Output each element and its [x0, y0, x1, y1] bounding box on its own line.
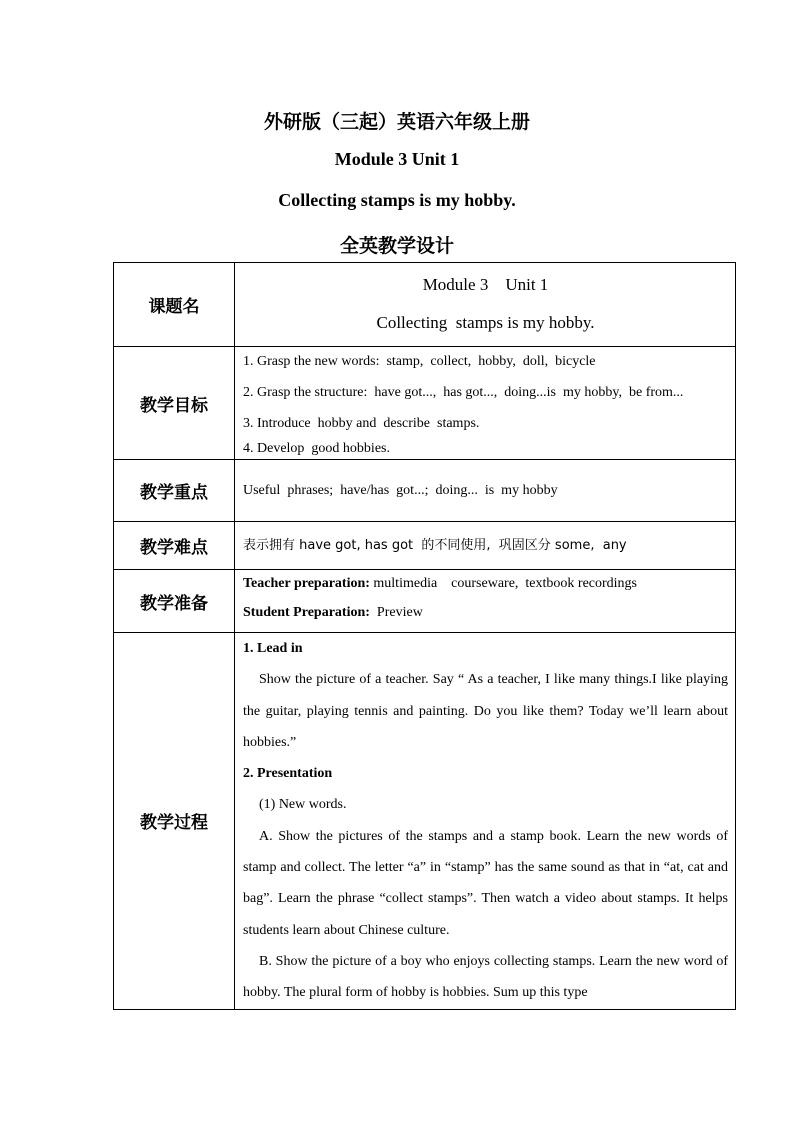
teacher-preparation	[243, 576, 728, 592]
key-points-text: Useful phrases; have/has got...; doing... is my hobby	[243, 482, 558, 498]
presentation-heading: 2. Presentation	[243, 766, 333, 782]
objective-item: 2. Grasp the structure: have got..., has got..., doing...is my hobby, be from...	[243, 385, 684, 400]
topic-row	[114, 263, 736, 347]
topic-line2: Collecting stamps is my hobby.	[376, 313, 595, 332]
preparation-row	[114, 570, 736, 633]
key-points-content	[235, 460, 736, 522]
lesson-title-heading: Collecting stamps is my hobby.	[278, 190, 516, 210]
design-type-heading: 全英教学设计	[339, 235, 454, 257]
student-preparation-text: Preview	[369, 605, 423, 620]
topic-label: 课题名	[114, 263, 235, 347]
topic-content	[235, 263, 736, 347]
difficulties-content	[235, 522, 736, 570]
process-content	[235, 633, 736, 1010]
objective-item: 4. Develop good hobbies.	[243, 441, 390, 456]
new-words-subheading: (1) New words.	[259, 797, 347, 813]
document-title: 外研版（三起）英语六年级上册	[263, 111, 530, 133]
lead-in-heading: 1. Lead in	[243, 641, 303, 656]
difficulties-text: 表示拥有 have got, has got 的不同使用, 巩固区分 some, any	[243, 537, 627, 553]
step-b-paragraph: B. Show the picture of a boy who enjoys collecting stamps. Learn the new word of hobby. The plural form of hobby is hobbies. Sum up this type	[243, 953, 728, 1001]
preparation-content	[235, 570, 736, 633]
objectives-row	[114, 347, 736, 460]
objective-item: 1. Grasp the new words: stamp, collect, hobby, doll, bicycle	[243, 354, 596, 369]
student-preparation	[243, 605, 728, 621]
process-label: 教学过程	[114, 633, 235, 1010]
preparation-label: 教学准备	[114, 570, 235, 633]
topic-line1: Module 3 Unit 1	[422, 275, 549, 294]
key-points-row	[114, 460, 736, 522]
lesson-plan-table	[113, 262, 736, 1010]
objectives-label: 教学目标	[114, 347, 235, 460]
lead-in-paragraph: Show the picture of a teacher. Say “ As a teacher, I like many things.I like playing the guitar, playing tennis and painting. Do you like them? Today we’ll learn about hobbies.”	[243, 672, 728, 750]
objective-item: 3. Introduce hobby and describe stamps.	[243, 416, 480, 431]
step-a-paragraph: A. Show the pictures of the stamps and a stamp book. Learn the new words of stamp and collect. The letter “a” in “stamp” has the same sound as that in “at, cat and bag”. Learn the phrase “collect stamps”. Then watch a video about stamps. It helps students learn about Chinese culture.	[243, 828, 728, 938]
module-unit-heading: Module 3 Unit 1	[334, 149, 460, 169]
teacher-preparation-text: multimedia courseware, textbook recordings	[369, 576, 637, 591]
difficulties-label: 教学难点	[114, 522, 235, 570]
objectives-content	[235, 347, 736, 460]
teacher-preparation-label: Teacher preparation:	[243, 576, 370, 591]
difficulties-row	[114, 522, 736, 570]
student-preparation-label: Student Preparation:	[243, 605, 370, 620]
process-row	[114, 633, 736, 1010]
key-points-label: 教学重点	[114, 460, 235, 522]
